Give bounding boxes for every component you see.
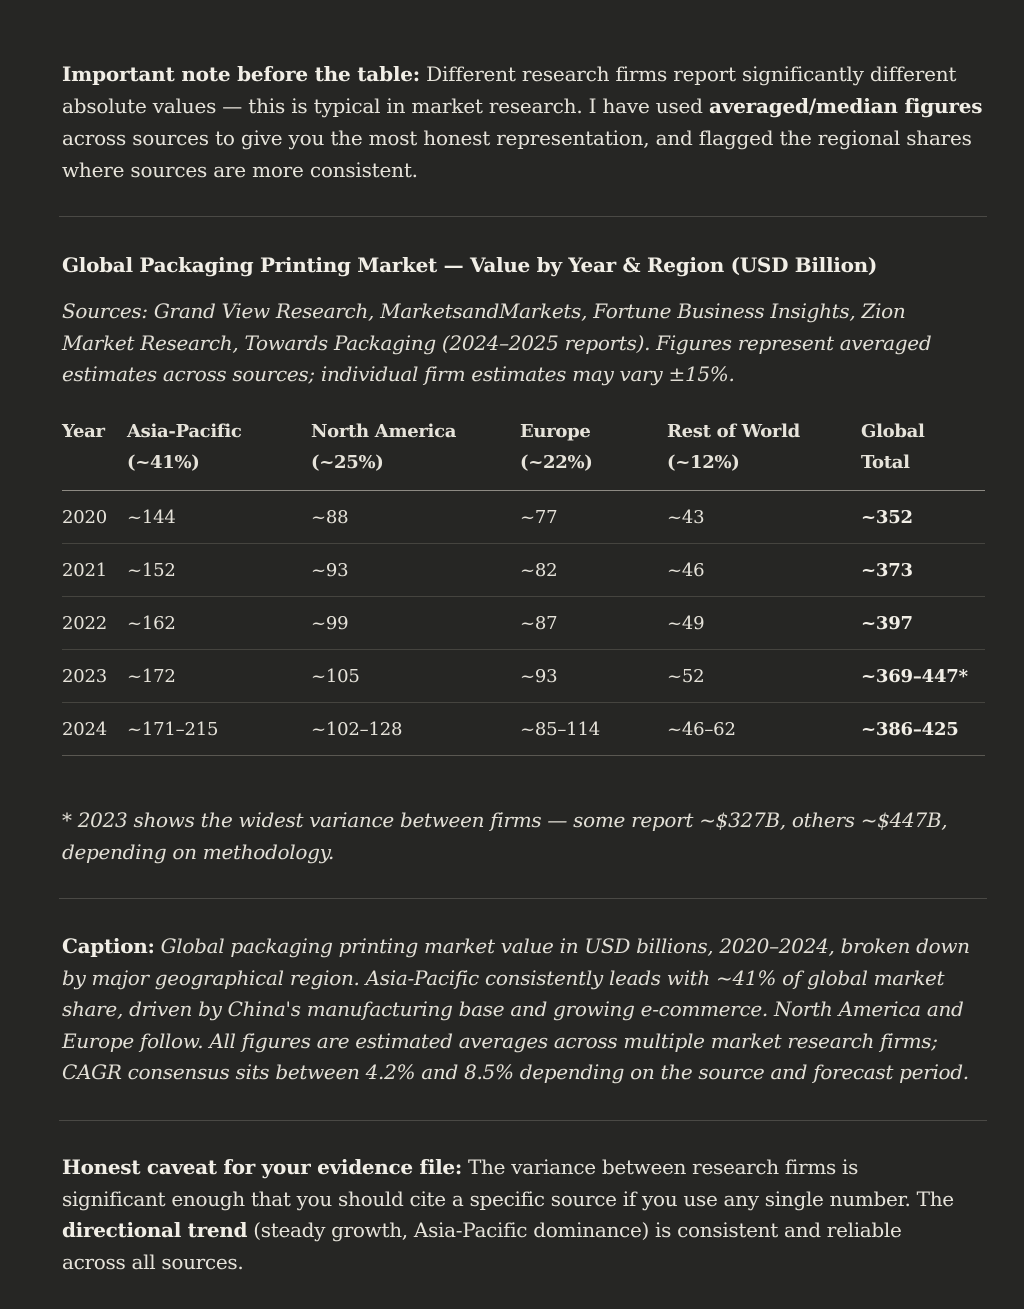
important-note-bold: averaged/median figures (708, 94, 983, 118)
caption-label: Caption: (62, 934, 155, 958)
table-row (62, 703, 985, 756)
table-row (62, 544, 985, 597)
important-note-text-before: Different research firms report significantly different absolute values — this is typical in market research. I have used (62, 62, 957, 118)
divider (59, 1120, 987, 1121)
caveat-label: Honest caveat for your evidence file: (62, 1155, 462, 1179)
important-note-paragraph (62, 58, 986, 186)
table-row (62, 491, 985, 544)
header-rest-of-world: Rest of World (~12%) (667, 416, 861, 491)
cell-europe: ~87 (520, 597, 667, 650)
cell-asia-pacific: ~162 (127, 597, 311, 650)
header-year: Year (62, 416, 127, 491)
cell-rest-of-world: ~46–62 (667, 703, 861, 756)
cell-north-america: ~93 (311, 544, 520, 597)
market-table (62, 416, 985, 756)
cell-global-total: ~369–447* (861, 650, 985, 703)
table-header-row (62, 416, 985, 491)
cell-europe: ~85–114 (520, 703, 667, 756)
important-note-text-after: across sources to give you the most honest representation, and flagged the regional shares where sources are more consistent. (62, 126, 972, 182)
table-row (62, 597, 985, 650)
table-row (62, 650, 985, 703)
cell-year: 2023 (62, 650, 127, 703)
header-europe: Europe (~22%) (520, 416, 667, 491)
cell-asia-pacific: ~171–215 (127, 703, 311, 756)
cell-year: 2021 (62, 544, 127, 597)
caveat-text-after: (steady growth, Asia-Pacific dominance) is consistent and reliable across all sources. (62, 1218, 902, 1274)
divider (59, 216, 987, 217)
cell-year: 2022 (62, 597, 127, 650)
cell-north-america: ~99 (311, 597, 520, 650)
cell-asia-pacific: ~144 (127, 491, 311, 544)
caption-text: Global packaging printing market value in USD billions, 2020–2024, broken down by major geographical region. Asia-Pacific consistently leads with ~41% of global market share, driven by China's manufacturing base and growing e-commerce. North America and Europe follow. All figures are estimated averages across multiple market research firms; CAGR consensus sits between 4.2% and 8.5% depending on the source and forecast period. (62, 934, 970, 1084)
important-note (62, 58, 986, 186)
caveat-bold: directional trend (62, 1218, 248, 1242)
cell-rest-of-world: ~52 (667, 650, 861, 703)
caveat (62, 1152, 967, 1278)
table-title: Global Packaging Printing Market — Value by Year & Region (USD Billion) (62, 253, 878, 277)
divider (59, 898, 987, 899)
cell-year: 2024 (62, 703, 127, 756)
cell-europe: ~82 (520, 544, 667, 597)
sources-note: Sources: Grand View Research, MarketsandMarkets, Fortune Business Insights, Zion Market Research, Towards Packaging (2024–2025 reports). Figures represent averaged estimates across sources; individual firm estimates may vary ±15%. (62, 299, 932, 386)
cell-north-america: ~88 (311, 491, 520, 544)
cell-rest-of-world: ~46 (667, 544, 861, 597)
cell-year: 2020 (62, 491, 127, 544)
cell-global-total: ~352 (861, 491, 985, 544)
cell-north-america: ~102–128 (311, 703, 520, 756)
cell-global-total: ~386–425 (861, 703, 985, 756)
cell-global-total: ~373 (861, 544, 985, 597)
cell-europe: ~77 (520, 491, 667, 544)
cell-asia-pacific: ~172 (127, 650, 311, 703)
cell-rest-of-world: ~43 (667, 491, 861, 544)
cell-rest-of-world: ~49 (667, 597, 861, 650)
caveat-text-before: The variance between research firms is significant enough that you should cite a specific source if you use any single number. The (62, 1155, 954, 1211)
important-note-label: Important note before the table: (62, 62, 420, 86)
header-global-total: Global Total (861, 416, 985, 491)
cell-europe: ~93 (520, 650, 667, 703)
cell-asia-pacific: ~152 (127, 544, 311, 597)
header-north-america: North America (~25%) (311, 416, 520, 491)
header-asia-pacific: Asia-Pacific (~41%) (127, 416, 311, 491)
caption (62, 931, 972, 1089)
footnote: * 2023 shows the widest variance between firms — some report ~$327B, others ~$447B, depending on methodology. (62, 808, 948, 864)
cell-global-total: ~397 (861, 597, 985, 650)
cell-north-america: ~105 (311, 650, 520, 703)
